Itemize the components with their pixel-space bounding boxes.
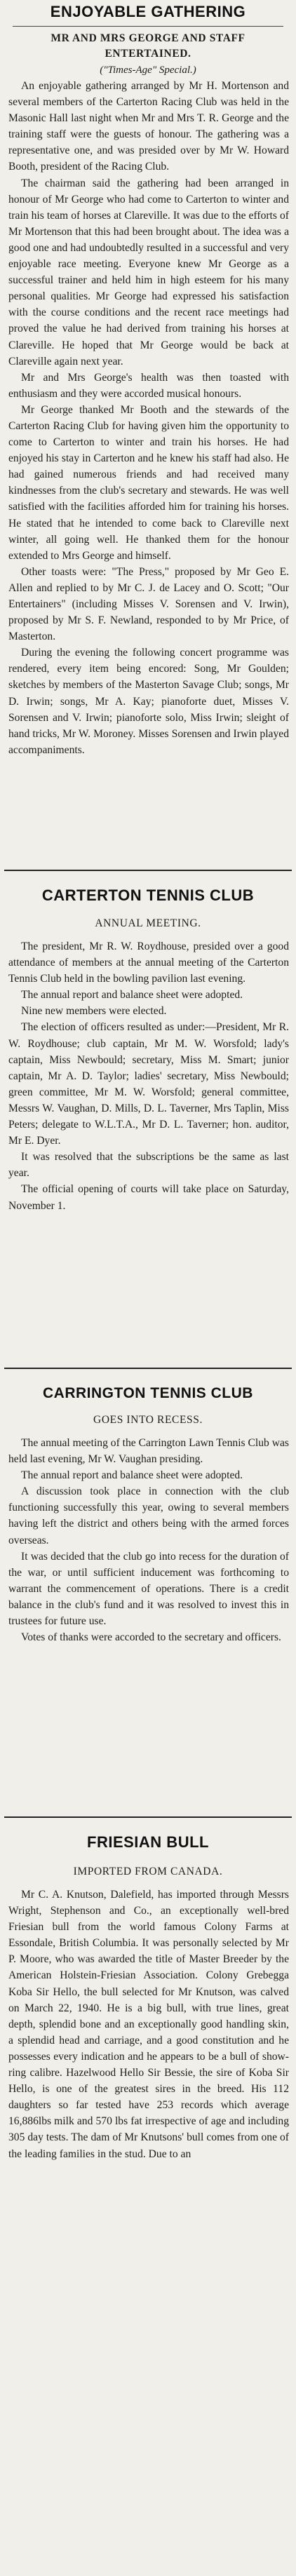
dateline: ("Times-Age" Special.) [100, 65, 196, 76]
paragraph: The president, Mr R. W. Roydhouse, presided over a good attendance of members at the annual meeting of the Carterton Tennis Club held in the bowling pavilion last evening. [8, 940, 289, 985]
paragraph: The annual report and balance sheet were adopted. [21, 989, 243, 1002]
paragraph: Other toasts were: "The Press," proposed by Mr Geo E. Allen and replied to by Mr C. J. de Lacey and O. Scott; "Our Entertainers" (including Misses V. Sorensen and V. Irwin), proposed by Mr S. F. Newland, responded to by Mr Price, of Masterton. [8, 565, 289, 643]
paragraph: It was decided that the club go into recess for the duration of the war, or until sufficient inducement was forthcoming to warrant the commencement of operations. There is a credit balance in the club's fund and it was resolved to invest this in trustees for future use. [8, 1550, 289, 1628]
paragraph: During the evening the following concert programme was rendered, every item being encored: Song, Mr Goulden; sketches by members of the Masterton Savage Club; songs, Mr D. Irwin; songs, Mr A. Kay; pianoforte duet, Misses V. Sorensen and V. Irwin; pianoforte solo, Miss Irwin; sleight of hand tricks, Mr W. Moroney. Misses Sorensen and Irwin played accompaniments. [8, 647, 289, 756]
subheadline: GOES INTO RECESS. [93, 1414, 203, 1426]
paragraph: The chairman said the gathering had been arranged in honour of Mr George who had come to Carterton to winter and train his team of horses at Clareville. It was due to the efforts of Mr Mortenson that this had been brought about. The idea was a good one and had undoubtedly resulted in a successful and very enjoyable race meeting. Everyone knew Mr George as a successful trainer and held him in high esteem for his many personal qualities. Mr George had expressed his satisfaction with the course conditions and the recent race meetings had proved the value he had derived from training his horses at Clareville. He hoped that Mr George would be back at Clareville again next year. [8, 177, 289, 367]
article-enjoyable-gathering [0, 0, 296, 758]
paragraph: Mr and Mrs George's health was then toasted with enthusiasm and they were accorded musical honours. [8, 371, 289, 400]
article-separator [0, 1816, 296, 1818]
paragraph: It was resolved that the subscriptions be the same as last year. [8, 1151, 289, 1180]
divider [4, 1816, 292, 1818]
paragraph: The annual meeting of the Carrington Lawn Tennis Club was held last evening, Mr W. Vaughan presiding. [8, 1437, 289, 1466]
subheadline: ANNUAL MEETING. [95, 917, 201, 929]
article-body [0, 938, 296, 1214]
article-carrington-tennis-club [0, 1383, 296, 1645]
article-carterton-tennis-club [0, 885, 296, 1214]
article-separator [0, 870, 296, 871]
paragraph: A discussion took place in connection with the club functioning successfully this year, owing to several members having left the district and others being with the armed forces overseas. [8, 1485, 289, 1546]
paragraph: The election of officers resulted as under:—President, Mr R. W. Roydhouse; club captain, Mr M. W. Worsfold; lady's captain, Miss Newbould; secretary, Miss M. Smart; junior captain, Mr A. D. Taylor; ladies' secretary, Miss Newbould; green committee, Mr M. W. Worsfold; general committee, Messrs W. Vaughan, D. Mills, D. L. Taverner, Mrs Taplin, Miss Peters; delegate to W.L.T.A., Mr D. L. Taverner; hon. auditor, Mr E. Dyer. [8, 1021, 289, 1147]
article-body [0, 1887, 296, 2162]
article-body [0, 78, 296, 758]
paragraph: Votes of thanks were accorded to the secretary and officers. [21, 1631, 281, 1644]
subheadline: IMPORTED FROM CANADA. [73, 1866, 223, 1877]
article-body [0, 1435, 296, 1645]
headline: FRIESIAN BULL [87, 1833, 209, 1851]
paragraph: Nine new members were elected. [21, 1005, 167, 1018]
headline: CARRINGTON TENNIS CLUB [43, 1385, 253, 1401]
paragraph: The official opening of courts will take place on Saturday, November 1. [8, 1183, 289, 1212]
paragraph: An enjoyable gathering arranged by Mr H. Mortenson and several members of the Carterton Racing Club was held in the Masonic Hall last night when Mr and Mrs T. R. George and the training staff were the guests of honour. The gathering was a representative one, and was presided over by Mr W. Howard Booth, president of the Racing Club. [8, 80, 289, 173]
divider [4, 870, 292, 871]
article-friesian-bull [0, 1832, 296, 2162]
paragraph: The annual report and balance sheet were adopted. [21, 1469, 243, 1482]
headline: ENJOYABLE GATHERING [50, 3, 246, 20]
headline: CARTERTON TENNIS CLUB [41, 886, 255, 904]
divider [13, 26, 283, 27]
article-separator [0, 1368, 296, 1369]
paragraph: Mr George thanked Mr Booth and the stewards of the Carterton Racing Club for having given him the opportunity to come to Carterton to winter and train his horses. He had enjoyed his stay in Carterton and he knew his staff had also. He had gained numerous friends and had received many kindnesses from the club's secretary and stewards. He was well satisfied with the facilities afforded him for training his horses. He stated that he intended to come back to Clareville next winter, all going well. He thanked them for the honour extended to Mrs George and himself. [8, 403, 289, 562]
divider [4, 1368, 292, 1369]
subheadline: MR AND MRS GEORGE AND STAFF ENTERTAINED. [51, 32, 245, 60]
paragraph: Mr C. A. Knutson, Dalefield, has imported through Messrs Wright, Stephenson and Co., an exceptionally well-bred Friesian bull from the world famous Colony Farms at Essondale, British Columbia. It was personally selected by Mr P. Moore, who was awarded the title of Master Breeder by the American Holstein-Friesian Association. Colony Grebegga Koba Sir Hello, the bull selected for Mr Knutson, was calved on March 22, 1940. He is a big bull, with true lines, great depth, splendid bone and an exceptionally good handling skin, a splendid head and carriage, and a good constitution and he possesses every indication and he appears to be a bull of show-ring calibre. Hazelwood Hello Sir Bessie, the sire of Koba Sir Hello, is one of the greatest sires in the breed. His 112 daughters so far tested have 253 records which average 16,886lbs milk and 570 lbs fat irrespective of age and including 305 day tests. The dam of Mr Knutsons' bull comes from one of the leading families in the stud. Due to an [8, 1889, 289, 2160]
